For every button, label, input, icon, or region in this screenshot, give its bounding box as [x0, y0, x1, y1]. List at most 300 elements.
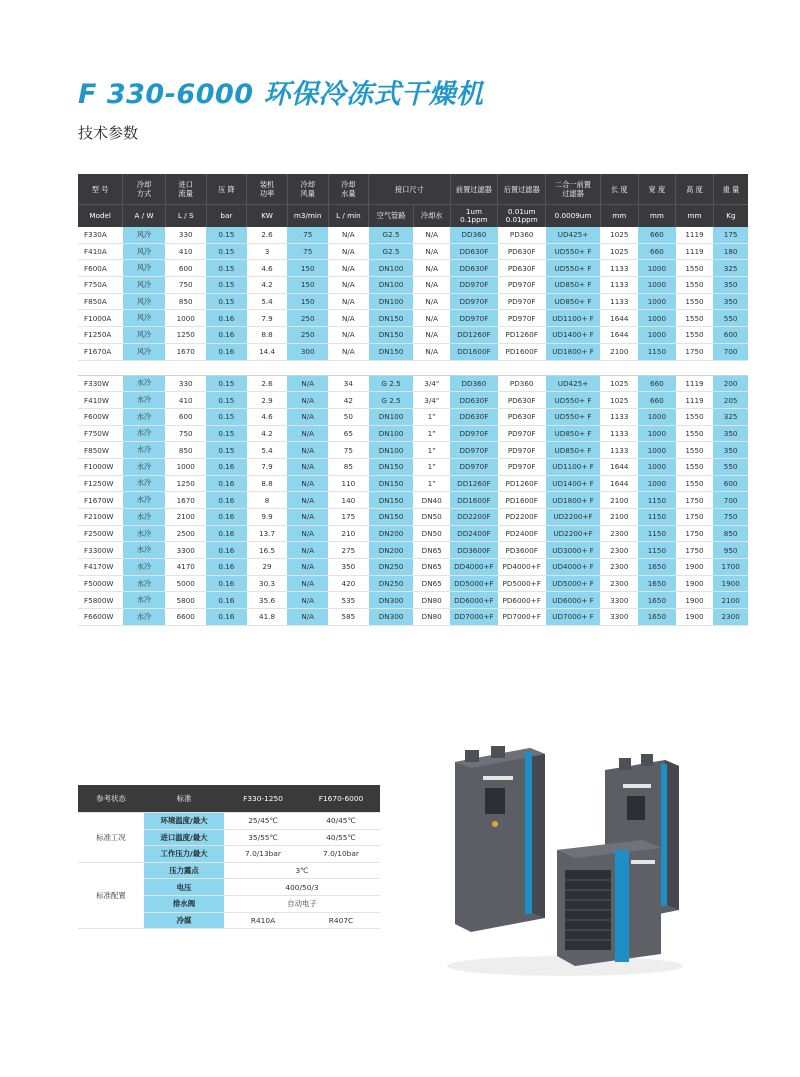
conditions-item-label: 工作压力/最大 [144, 846, 224, 863]
spec-cell: 0.15 [206, 227, 247, 243]
spec-cell: 1150 [638, 542, 676, 559]
spec-cell: 50 [328, 408, 369, 425]
spec-cell: N/A [287, 442, 328, 459]
spec-cell: 7.9 [247, 458, 288, 475]
spec-cell: N/A [287, 609, 328, 626]
spec-units-row [78, 205, 748, 228]
spec-cell: 350 [713, 425, 748, 442]
spec-header-cell: 宽 度 [638, 174, 676, 205]
spec-cell: DN250 [369, 559, 414, 576]
spec-cell: 1550 [676, 458, 714, 475]
spec-cell: DN65 [413, 542, 450, 559]
spec-cell: 水冷 [123, 542, 166, 559]
spec-cell: 410 [165, 243, 206, 260]
spec-cell: F600W [78, 408, 123, 425]
spec-cell: 1644 [600, 475, 638, 492]
spec-cell: 2100 [165, 509, 206, 526]
spec-header-cell: 前置过滤器 [450, 174, 498, 205]
spec-cell: 1900 [676, 575, 714, 592]
spec-cell: PD1600F [498, 492, 546, 509]
spec-cell: 1025 [600, 375, 638, 392]
spec-cell: 1133 [600, 260, 638, 277]
spec-row-air-cooled [78, 293, 748, 310]
spec-cell: N/A [413, 277, 450, 294]
spec-cell: 600 [713, 327, 748, 344]
spec-row-water-cooled [78, 458, 748, 475]
spec-cell: 1750 [676, 525, 714, 542]
spec-cell: 风冷 [123, 277, 166, 294]
spec-cell: 1250 [165, 327, 206, 344]
spec-cell: 水冷 [123, 475, 166, 492]
spec-cell: UD550+ F [546, 243, 601, 260]
spec-cell: 1000 [638, 310, 676, 327]
spec-cell: DN100 [369, 425, 414, 442]
spec-cell: 850 [165, 293, 206, 310]
spec-unit-cell: 1um 0.1ppm [450, 205, 498, 228]
spec-cell: 水冷 [123, 442, 166, 459]
spec-cell: DN80 [413, 609, 450, 626]
spec-cell: 0.15 [206, 260, 247, 277]
spec-row-air-cooled [78, 243, 748, 260]
spec-row-air-cooled [78, 310, 748, 327]
spec-cell: 0.16 [206, 458, 247, 475]
spec-cell: 3300 [600, 609, 638, 626]
spec-cell: 1000 [638, 442, 676, 459]
spec-cell: DN150 [369, 475, 414, 492]
spec-cell: 75 [328, 442, 369, 459]
spec-cell: N/A [287, 509, 328, 526]
spec-cell: DD360 [450, 227, 498, 243]
conditions-header-row [78, 785, 380, 813]
spec-cell: DN150 [369, 492, 414, 509]
spec-cell: 1133 [600, 408, 638, 425]
spec-section-gap [78, 360, 748, 375]
spec-cell: F2100W [78, 509, 123, 526]
spec-cell: 2100 [600, 343, 638, 360]
spec-cell: N/A [287, 425, 328, 442]
spec-cell: UD850+ F [546, 293, 601, 310]
spec-cell: 205 [713, 392, 748, 409]
spec-cell: 200 [713, 375, 748, 392]
dryer-large-left [455, 746, 545, 932]
spec-cell: F330W [78, 375, 123, 392]
spec-cell: PD7000+F [498, 609, 546, 626]
conditions-header-cell: 标准 [144, 785, 224, 813]
spec-cell: 1550 [676, 327, 714, 344]
spec-header-cell: 二合一前置 过滤器 [546, 174, 601, 205]
spec-table [78, 174, 748, 626]
conditions-value: 400/50/3 [224, 879, 380, 896]
spec-cell: UD1100+ F [546, 310, 601, 327]
spec-cell: 1000 [638, 293, 676, 310]
spec-cell: F3300W [78, 542, 123, 559]
spec-cell: 2.9 [247, 392, 288, 409]
spec-cell: 0.16 [206, 609, 247, 626]
spec-cell: 1133 [600, 425, 638, 442]
spec-cell: N/A [328, 293, 369, 310]
spec-cell: F750A [78, 277, 123, 294]
spec-cell: 1150 [638, 343, 676, 360]
spec-row-water-cooled [78, 542, 748, 559]
spec-cell: G 2.5 [369, 375, 414, 392]
spec-cell: 0.16 [206, 559, 247, 576]
spec-cell: N/A [413, 243, 450, 260]
spec-cell: 1550 [676, 408, 714, 425]
spec-cell: PD1260F [498, 327, 546, 344]
spec-cell: 1550 [676, 442, 714, 459]
spec-cell: 42 [328, 392, 369, 409]
spec-cell: UD7000+ F [546, 609, 601, 626]
spec-cell: PD970F [498, 458, 546, 475]
spec-cell: 250 [287, 327, 328, 344]
spec-cell: 700 [713, 492, 748, 509]
spec-cell: DD970F [450, 458, 498, 475]
spec-cell: 850 [165, 442, 206, 459]
spec-cell: DN100 [369, 408, 414, 425]
spec-cell: UD1400+ F [546, 327, 601, 344]
conditions-row [78, 813, 380, 830]
spec-cell: 410 [165, 392, 206, 409]
spec-cell: 1150 [638, 492, 676, 509]
spec-unit-cell: mm [676, 205, 714, 228]
spec-cell: 65 [328, 425, 369, 442]
spec-cell: 1650 [638, 575, 676, 592]
spec-cell: UD425+ [546, 375, 601, 392]
spec-header-row [78, 174, 748, 205]
spec-cell: DN100 [369, 260, 414, 277]
spec-cell: F1250W [78, 475, 123, 492]
spec-cell: DD6000+F [450, 592, 498, 609]
spec-cell: 水冷 [123, 425, 166, 442]
spec-unit-cell: m3/min [287, 205, 328, 228]
spec-unit-cell: 空气管路 [369, 205, 414, 228]
spec-unit-cell: Kg [713, 205, 748, 228]
spec-cell: 风冷 [123, 343, 166, 360]
spec-cell: 150 [287, 293, 328, 310]
spec-cell: F1250A [78, 327, 123, 344]
spec-cell: 1025 [600, 243, 638, 260]
spec-cell: 0.16 [206, 525, 247, 542]
spec-cell: 5000 [165, 575, 206, 592]
spec-cell: N/A [287, 575, 328, 592]
spec-row-water-cooled [78, 375, 748, 392]
spec-cell: DN150 [369, 458, 414, 475]
conditions-value: R407C [302, 912, 380, 929]
spec-cell: 5.4 [247, 293, 288, 310]
spec-cell: UD6000+ F [546, 592, 601, 609]
spec-cell: 175 [713, 227, 748, 243]
spec-cell: 1550 [676, 293, 714, 310]
spec-cell: N/A [413, 293, 450, 310]
spec-cell: 2100 [713, 592, 748, 609]
spec-unit-cell: bar [206, 205, 247, 228]
spec-cell: 14.4 [247, 343, 288, 360]
spec-cell: UD850+ F [546, 442, 601, 459]
spec-cell: 1150 [638, 525, 676, 542]
spec-header-cell: 冷却 水量 [328, 174, 369, 205]
spec-cell: 水冷 [123, 575, 166, 592]
spec-cell: 0.15 [206, 442, 247, 459]
spec-cell: 6600 [165, 609, 206, 626]
spec-cell: 0.16 [206, 492, 247, 509]
spec-cell: 1133 [600, 293, 638, 310]
spec-cell: 1670 [165, 492, 206, 509]
spec-cell: DD630F [450, 243, 498, 260]
spec-cell: 1900 [676, 559, 714, 576]
spec-cell: 1550 [676, 277, 714, 294]
spec-cell: UD2200+F [546, 509, 601, 526]
spec-cell: 0.16 [206, 509, 247, 526]
spec-cell: 3/4" [413, 375, 450, 392]
spec-cell: 75 [287, 227, 328, 243]
spec-cell: 2500 [165, 525, 206, 542]
spec-cell: 210 [328, 525, 369, 542]
conditions-group-label: 标准工况 [78, 813, 144, 863]
spec-cell: G 2.5 [369, 392, 414, 409]
spec-cell: 1000 [638, 458, 676, 475]
spec-cell: DD970F [450, 277, 498, 294]
spec-cell: 水冷 [123, 559, 166, 576]
spec-cell: F6600W [78, 609, 123, 626]
spec-cell: 600 [713, 475, 748, 492]
spec-cell: DN100 [369, 293, 414, 310]
spec-cell: DN150 [369, 327, 414, 344]
dryer-small-front [557, 840, 661, 966]
spec-cell: 1750 [676, 492, 714, 509]
spec-cell: N/A [328, 327, 369, 344]
spec-cell: PD630F [498, 260, 546, 277]
spec-cell: 1644 [600, 310, 638, 327]
spec-cell: 风冷 [123, 243, 166, 260]
spec-cell: 0.15 [206, 392, 247, 409]
spec-cell: DD970F [450, 293, 498, 310]
spec-cell: F410W [78, 392, 123, 409]
spec-cell: 1119 [676, 392, 714, 409]
spec-cell: N/A [328, 343, 369, 360]
spec-cell: F600A [78, 260, 123, 277]
spec-gap-cell [78, 360, 748, 375]
spec-cell: 0.16 [206, 475, 247, 492]
spec-cell: DD970F [450, 442, 498, 459]
spec-cell: 3300 [165, 542, 206, 559]
spec-cell: N/A [287, 408, 328, 425]
spec-cell: N/A [413, 260, 450, 277]
spec-cell: PD630F [498, 392, 546, 409]
spec-header-cell: 冷却 方式 [123, 174, 166, 205]
spec-cell: 350 [713, 442, 748, 459]
spec-cell: F1670A [78, 343, 123, 360]
spec-cell: 1133 [600, 277, 638, 294]
spec-cell: PD630F [498, 243, 546, 260]
spec-cell: 水冷 [123, 458, 166, 475]
conditions-value: 7.0/10bar [302, 846, 380, 863]
spec-cell: 180 [713, 243, 748, 260]
spec-cell: 0.15 [206, 408, 247, 425]
spec-cell: PD970F [498, 425, 546, 442]
spec-cell: 2100 [600, 492, 638, 509]
spec-cell: 8.8 [247, 327, 288, 344]
spec-cell: 0.15 [206, 425, 247, 442]
conditions-value: 35/55℃ [224, 829, 302, 846]
spec-cell: 1” [413, 475, 450, 492]
spec-cell: 1644 [600, 458, 638, 475]
spec-cell: 1” [413, 458, 450, 475]
spec-row-water-cooled [78, 609, 748, 626]
spec-cell: 水冷 [123, 408, 166, 425]
spec-unit-cell: mm [638, 205, 676, 228]
spec-cell: N/A [287, 375, 328, 392]
spec-cell: 风冷 [123, 327, 166, 344]
spec-header-cell: 高 度 [676, 174, 714, 205]
spec-cell: F750W [78, 425, 123, 442]
spec-cell: UD550+ F [546, 392, 601, 409]
spec-cell: 1900 [676, 609, 714, 626]
spec-cell: 0.16 [206, 575, 247, 592]
spec-cell: 1119 [676, 375, 714, 392]
spec-row-water-cooled [78, 392, 748, 409]
spec-unit-cell: 0.01um 0.01ppm [498, 205, 546, 228]
spec-cell: 4.2 [247, 277, 288, 294]
spec-cell: G2.5 [369, 227, 414, 243]
spec-cell: 0.15 [206, 375, 247, 392]
spec-cell: 660 [638, 375, 676, 392]
spec-cell: 175 [328, 509, 369, 526]
spec-row-water-cooled [78, 575, 748, 592]
conditions-item-label: 排水阀 [144, 895, 224, 912]
spec-cell: 16.5 [247, 542, 288, 559]
spec-cell: DD1260F [450, 327, 498, 344]
spec-header-cell: 压 降 [206, 174, 247, 205]
spec-cell: 2100 [600, 509, 638, 526]
spec-cell: PD2400F [498, 525, 546, 542]
spec-cell: N/A [413, 310, 450, 327]
spec-cell: 水冷 [123, 525, 166, 542]
spec-cell: F2500W [78, 525, 123, 542]
spec-cell: 1119 [676, 227, 714, 243]
spec-cell: N/A [287, 525, 328, 542]
spec-unit-cell: L / S [165, 205, 206, 228]
spec-cell: 0.16 [206, 592, 247, 609]
spec-row-air-cooled [78, 277, 748, 294]
spec-cell: DN300 [369, 592, 414, 609]
spec-cell: 1750 [676, 509, 714, 526]
spec-cell: 5800 [165, 592, 206, 609]
spec-cell: F850A [78, 293, 123, 310]
spec-cell: 1750 [676, 343, 714, 360]
spec-cell: 1000 [165, 458, 206, 475]
spec-cell: DN200 [369, 525, 414, 542]
spec-cell: N/A [287, 492, 328, 509]
spec-cell: PD360 [498, 227, 546, 243]
spec-cell: 1119 [676, 243, 714, 260]
spec-cell: 2300 [713, 609, 748, 626]
spec-cell: 850 [713, 525, 748, 542]
spec-cell: 0.15 [206, 243, 247, 260]
spec-cell: 29 [247, 559, 288, 576]
spec-cell: 风冷 [123, 310, 166, 327]
spec-cell: 350 [713, 293, 748, 310]
spec-cell: 660 [638, 392, 676, 409]
spec-cell: DN150 [369, 310, 414, 327]
conditions-value: 7.0/13bar [224, 846, 302, 863]
spec-cell: F5800W [78, 592, 123, 609]
spec-cell: DD1600F [450, 343, 498, 360]
spec-cell: 2.6 [247, 227, 288, 243]
spec-cell: 750 [165, 277, 206, 294]
spec-cell: PD970F [498, 293, 546, 310]
spec-cell: DD630F [450, 392, 498, 409]
spec-cell: DD1600F [450, 492, 498, 509]
spec-cell: 4.6 [247, 408, 288, 425]
spec-cell: 4.6 [247, 260, 288, 277]
spec-row-air-cooled [78, 260, 748, 277]
spec-cell: DD1260F [450, 475, 498, 492]
spec-cell: 2.6 [247, 375, 288, 392]
spec-cell: 600 [165, 408, 206, 425]
spec-cell: DD970F [450, 425, 498, 442]
spec-cell: PD970F [498, 310, 546, 327]
spec-cell: DN80 [413, 592, 450, 609]
spec-cell: 700 [713, 343, 748, 360]
spec-cell: 600 [165, 260, 206, 277]
conditions-value: 3℃ [224, 862, 380, 879]
spec-cell: DN300 [369, 609, 414, 626]
spec-cell: DN150 [369, 343, 414, 360]
spec-cell: 0.16 [206, 542, 247, 559]
spec-header-cell: 装机 功率 [247, 174, 288, 205]
spec-cell: PD4000+F [498, 559, 546, 576]
spec-cell: 1” [413, 408, 450, 425]
spec-cell: UD1400+ F [546, 475, 601, 492]
spec-cell: PD360 [498, 375, 546, 392]
spec-cell: 330 [165, 227, 206, 243]
spec-cell: N/A [287, 542, 328, 559]
spec-cell: 1000 [165, 310, 206, 327]
spec-cell: UD1800+ F [546, 492, 601, 509]
spec-cell: 535 [328, 592, 369, 609]
spec-cell: DN40 [413, 492, 450, 509]
spec-cell: 1000 [638, 260, 676, 277]
spec-unit-cell: 冷却水 [413, 205, 450, 228]
spec-cell: N/A [287, 458, 328, 475]
spec-cell: 1650 [638, 609, 676, 626]
spec-cell: F5000W [78, 575, 123, 592]
spec-row-air-cooled [78, 343, 748, 360]
spec-header-cell: 后置过滤器 [498, 174, 546, 205]
spec-cell: DD630F [450, 408, 498, 425]
spec-cell: DN50 [413, 509, 450, 526]
spec-cell: DN150 [369, 509, 414, 526]
spec-cell: 1550 [676, 475, 714, 492]
spec-cell: DN100 [369, 277, 414, 294]
spec-cell: DD2400F [450, 525, 498, 542]
spec-cell: DN65 [413, 575, 450, 592]
spec-cell: 350 [713, 277, 748, 294]
spec-unit-cell: Model [78, 205, 123, 228]
spec-row-water-cooled [78, 408, 748, 425]
spec-cell: 1000 [638, 475, 676, 492]
spec-cell: 0.16 [206, 343, 247, 360]
spec-cell: 1550 [676, 260, 714, 277]
spec-cell: 5.4 [247, 442, 288, 459]
spec-cell: 30.3 [247, 575, 288, 592]
spec-cell: F330A [78, 227, 123, 243]
spec-cell: 660 [638, 227, 676, 243]
spec-cell: 660 [638, 243, 676, 260]
spec-cell: DD630F [450, 260, 498, 277]
conditions-item-label: 压力露点 [144, 862, 224, 879]
spec-cell: 2300 [600, 559, 638, 576]
